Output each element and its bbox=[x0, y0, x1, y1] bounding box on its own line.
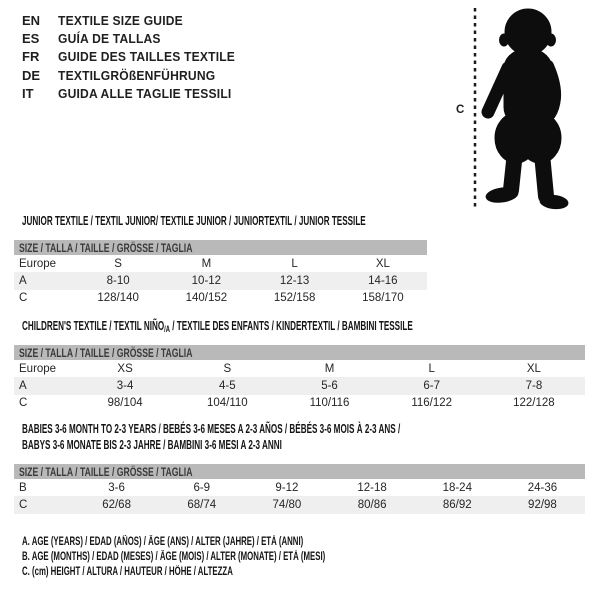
children-size-table bbox=[14, 345, 585, 412]
language-code: DE bbox=[22, 67, 41, 83]
footnote-a: A. AGE (YEARS) / EDAD (AÑOS) / ÂGE (ANS) / ALTER (JAHRE) / ETÀ (ANNI) bbox=[22, 536, 304, 548]
row-label: A bbox=[19, 274, 27, 287]
cell: 92/98 bbox=[528, 498, 557, 511]
language-title: GUIDE DES TAILLES TEXTILE bbox=[58, 49, 236, 65]
size-header-label: SIZE / TALLA / TAILLE / GRÖSSE / TAGLIA bbox=[19, 240, 193, 255]
babies-section-title-line2: BABYS 3-6 MONATE BIS 2-3 JAHRE / BAMBINI 3-6 MESI A 2-3 ANNI bbox=[22, 438, 282, 452]
language-title: GUÍA DE TALLAS bbox=[58, 30, 161, 46]
cell: 80/86 bbox=[357, 498, 387, 511]
row-label: A bbox=[19, 379, 27, 392]
cell: 8-10 bbox=[106, 274, 130, 287]
cell: L bbox=[428, 362, 435, 375]
cell: 140/152 bbox=[185, 292, 228, 305]
cell: S bbox=[223, 362, 232, 375]
language-row-it bbox=[22, 84, 248, 102]
row-label: C bbox=[19, 397, 28, 410]
size-header-label: SIZE / TALLA / TAILLE / GRÖSSE / TAGLIA bbox=[19, 464, 193, 479]
cell: 86/92 bbox=[442, 498, 472, 511]
table-row bbox=[14, 255, 427, 272]
children-title-text: / TEXTILE DES ENFANTS / KINDERTEXTIL / BAMBINI TESSILE bbox=[170, 319, 413, 333]
cell: 74/80 bbox=[272, 498, 302, 511]
table-row bbox=[14, 360, 585, 377]
size-header-label: SIZE / TALLA / TAILLE / GRÖSSE / TAGLIA bbox=[19, 345, 193, 360]
language-title: TEXTILE SIZE GUIDE bbox=[58, 12, 183, 28]
children-title-subscript: /A bbox=[164, 324, 171, 334]
table-row bbox=[14, 377, 585, 394]
cell: S bbox=[114, 257, 122, 270]
language-code: IT bbox=[22, 85, 34, 101]
language-row-fr bbox=[22, 48, 248, 66]
cell: 98/104 bbox=[107, 397, 143, 410]
cell: 158/170 bbox=[362, 292, 404, 305]
row-label: C bbox=[19, 292, 28, 305]
cell: 3-4 bbox=[116, 379, 134, 392]
cell: 5-6 bbox=[321, 379, 338, 392]
cell: 68/74 bbox=[187, 498, 217, 511]
cell: 14-16 bbox=[368, 274, 398, 287]
row-label: Europe bbox=[19, 362, 57, 375]
size-header-bar bbox=[14, 345, 585, 360]
language-code: ES bbox=[22, 30, 40, 46]
cell: XS bbox=[117, 362, 133, 375]
cell: XL bbox=[375, 257, 390, 270]
cell: 128/140 bbox=[97, 292, 139, 305]
cell: 3-6 bbox=[108, 481, 125, 494]
table-row bbox=[14, 496, 585, 513]
language-title-list bbox=[22, 11, 248, 102]
language-title: TEXTILGRÖßENFÜHRUNG bbox=[58, 67, 216, 83]
row-label: C bbox=[19, 498, 28, 511]
size-header-bar bbox=[14, 464, 585, 479]
table-row bbox=[14, 479, 585, 496]
row-label: Europe bbox=[19, 257, 57, 270]
cell: 7-8 bbox=[525, 379, 543, 392]
language-row-en bbox=[22, 11, 248, 29]
babies-section-title-line1: BABIES 3-6 MONTH TO 2-3 YEARS / BEBÉS 3-6 MESES A 2-3 AÑOS / BÉBÉS 3-6 MOIS À 2-3 ANS / bbox=[22, 422, 401, 436]
cell: M bbox=[324, 362, 335, 375]
cell: 6-7 bbox=[423, 379, 441, 392]
toddler-silhouette-icon bbox=[478, 6, 592, 212]
cell: 12-18 bbox=[357, 481, 387, 494]
language-code: EN bbox=[22, 12, 41, 28]
cell: 4-5 bbox=[218, 379, 236, 392]
cell: 18-24 bbox=[442, 481, 472, 494]
row-label: B bbox=[19, 481, 27, 494]
cell: M bbox=[201, 257, 212, 270]
cell: 110/116 bbox=[309, 397, 350, 410]
cell: 10-12 bbox=[191, 274, 222, 287]
cell: 6-9 bbox=[193, 481, 211, 494]
children-title-text: CHILDREN'S TEXTILE / TEXTIL NIÑO bbox=[22, 319, 165, 333]
language-code: FR bbox=[22, 49, 40, 65]
cell: 122/128 bbox=[513, 397, 555, 410]
cell: 152/158 bbox=[273, 292, 316, 305]
cell: 62/68 bbox=[102, 498, 131, 511]
cell: L bbox=[291, 257, 298, 270]
cell: 116/122 bbox=[411, 397, 453, 410]
table-row bbox=[14, 272, 427, 289]
language-title: GUIDA ALLE TAGLIE TESSILI bbox=[58, 85, 232, 101]
cell: 104/110 bbox=[206, 397, 248, 410]
height-measure-label: C bbox=[456, 104, 465, 116]
size-header-bar bbox=[14, 240, 427, 255]
cell: XL bbox=[526, 362, 541, 375]
babies-size-table bbox=[14, 464, 585, 514]
junior-section-title: JUNIOR TEXTILE / TEXTIL JUNIOR/ TEXTILE JUNIOR / JUNIORTEXTIL / JUNIOR TESSILE bbox=[22, 214, 366, 228]
cell: 12-13 bbox=[279, 274, 310, 287]
language-row-es bbox=[22, 29, 248, 47]
footnote-c: C. (cm) HEIGHT / ALTURA / HAUTEUR / HÖHE / ALTEZZA bbox=[22, 566, 233, 578]
table-row bbox=[14, 290, 427, 307]
table-row bbox=[14, 395, 585, 412]
cell: 24-36 bbox=[527, 481, 558, 494]
children-section-title bbox=[22, 319, 413, 336]
junior-size-table bbox=[14, 240, 427, 307]
footnote-b: B. AGE (MONTHS) / EDAD (MESES) / ÂGE (MOIS) / ALTER (MONATE) / ETÀ (MESI) bbox=[22, 551, 326, 563]
cell: 9-12 bbox=[275, 481, 299, 494]
language-row-de bbox=[22, 66, 248, 84]
